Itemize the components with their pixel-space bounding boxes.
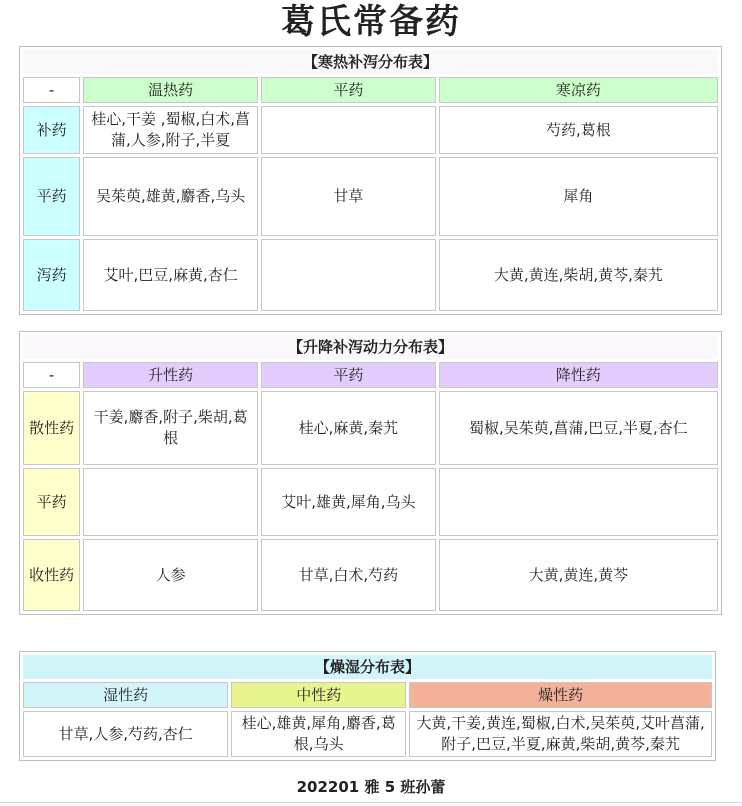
table-cell: 人参 [83, 539, 258, 611]
divider [0, 802, 742, 803]
column-header: 寒凉药 [439, 77, 718, 103]
page-title: 葛氏常备药 [281, 2, 461, 42]
table-cell: 大黄,黄连,柴胡,黄芩,秦艽 [439, 239, 718, 311]
table-cell: 蜀椒,吴茱萸,菖蒲,巴豆,半夏,杏仁 [439, 391, 718, 465]
table-caption: 【燥湿分布表】 [23, 655, 712, 679]
row-header: 补药 [23, 106, 80, 154]
ascend-descend-table [19, 331, 722, 615]
table-cell: 桂心,麻黄,秦艽 [261, 391, 436, 465]
column-header: 平药 [261, 77, 436, 103]
table-cell: 犀角 [439, 157, 718, 236]
table-row [23, 239, 718, 311]
column-header: 燥性药 [409, 682, 712, 708]
table-row [23, 106, 718, 154]
table-cell: 大黄,干姜,黄连,蜀椒,白术,吴茱萸,艾叶菖蒲,附子,巴豆,半夏,麻黄,柴胡,黄芩,秦艽 [409, 711, 712, 757]
table-row [23, 539, 718, 611]
column-header: 湿性药 [23, 682, 228, 708]
table-cell: 甘草,白术,芍药 [261, 539, 436, 611]
table-cell: 桂心,干姜 ,蜀椒,白术,菖蒲,人参,附子,半夏 [83, 106, 258, 154]
table-cell: 甘草 [261, 157, 436, 236]
table-row [23, 711, 712, 757]
table-cell: 甘草,人参,芍药,杏仁 [23, 711, 228, 757]
column-header: 降性药 [439, 362, 718, 388]
column-header: 平药 [261, 362, 436, 388]
table-cell: 桂心,雄黄,犀角,麝香,葛根,乌头 [231, 711, 406, 757]
table-cell: 干姜,麝香,附子,柴胡,葛根 [83, 391, 258, 465]
row-header: 平药 [23, 468, 80, 536]
corner-cell: - [23, 77, 80, 103]
table-cell: 芍药,葛根 [439, 106, 718, 154]
table-caption: 【寒热补泻分布表】 [23, 50, 718, 74]
row-header: 泻药 [23, 239, 80, 311]
table-row [23, 157, 718, 236]
row-header: 收性药 [23, 539, 80, 611]
table-caption: 【升降补泻动力分布表】 [23, 335, 718, 359]
author-footer: 202201 雅 5 班孙蕾 [296, 778, 446, 796]
table-cell: 艾叶,巴豆,麻黄,杏仁 [83, 239, 258, 311]
table-cell [83, 468, 258, 536]
dry-damp-table [19, 651, 716, 761]
table-cell [439, 468, 718, 536]
row-header: 平药 [23, 157, 80, 236]
column-header: 升性药 [83, 362, 258, 388]
table-row [23, 391, 718, 465]
column-header: 中性药 [231, 682, 406, 708]
cold-hot-table [19, 46, 722, 315]
table-cell: 吴茱萸,雄黄,麝香,乌头 [83, 157, 258, 236]
corner-cell: - [23, 362, 80, 388]
table-cell: 艾叶,雄黄,犀角,乌头 [261, 468, 436, 536]
table-cell [261, 106, 436, 154]
table-cell: 大黄,黄连,黄芩 [439, 539, 718, 611]
row-header: 散性药 [23, 391, 80, 465]
table-row [23, 468, 718, 536]
column-header: 温热药 [83, 77, 258, 103]
table-cell [261, 239, 436, 311]
